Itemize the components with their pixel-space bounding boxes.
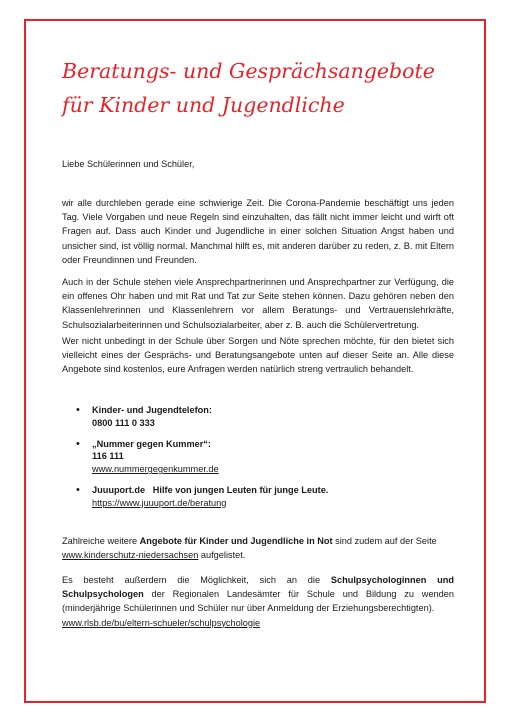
paragraph-school-psychology — [62, 573, 454, 630]
closing-bold: Angebote für Kinder und Jugendliche in Not — [139, 536, 333, 546]
offer-phone: 0800 111 0 333 — [92, 417, 155, 428]
offer-list — [76, 404, 446, 518]
closing-bold: Schulpsychologinnen und Schulpsychologen — [62, 575, 455, 600]
offer-name: • Kinder- und Jugendtelefon: — [92, 405, 212, 415]
paragraph-more-offers — [62, 534, 454, 562]
closing-text: sind zudem auf der Seite — [332, 536, 437, 546]
offer-name: Juuuport.de — [92, 484, 146, 495]
paragraph-school-contacts: Auch in der Schule stehen viele Ansprechpartnerinnen und Ansprechpartner zur Verfügung, die ein offenes Ohr haben und mit Rat und Tat zur Seite stehen können. Dazu gehören neben den Klassenlehrerinnen und Klassenlehrern vor allem Beratungs- und Vertrauenslehrkräfte, Schulsozialarbeiterinnen und Schulsozialarbeiter, aber z. B. auch die Schülervertretung. — [62, 277, 454, 330]
kinderschutz-link[interactable]: www.kinderschutz-niedersachsen — [62, 550, 199, 561]
rlsb-link[interactable]: www.rlsb.de/bu/eltern-schueler/schulpsychologie — [62, 617, 261, 628]
list-item — [76, 484, 446, 510]
offer-name: • „Nummer gegen Kummer“: — [92, 438, 211, 449]
closing-text: der Regionalen Landesämter für Schule und Bildung zu wenden (minderjährige Schülerinnen und Schüler nur über Anmeldung der Erziehungsberechtigten). — [62, 589, 454, 614]
closing-text: Zahlreiche weitere — [62, 536, 140, 546]
offer-link[interactable]: www.nummergegenkummer.de — [92, 464, 219, 475]
list-item — [76, 404, 446, 430]
offer-subtitle: Hilfe von jungen Leuten für junge Leute. — [152, 484, 329, 495]
page-title-line-2: für Kinder und Jugendliche — [62, 93, 345, 117]
offer-phone: 116 111 — [92, 451, 124, 462]
closing-text: Es besteht außerdem die Möglichkeit, sich an die — [62, 575, 331, 585]
paragraph-offers: Wer nicht unbedingt in der Schule über Sorgen und Nöte sprechen möchte, für den bietet sich vielleicht eines der Gesprächs- und Beratungsangebote unten auf dieser Seite an. Alle diese Angebote sind kostenlos, eure Anfragen werden natürlich streng vertraulich behandelt. — [62, 336, 454, 375]
list-item — [76, 438, 446, 476]
page-title-line-1: Beratungs- und Gesprächsangebote — [62, 59, 435, 83]
paragraph-intro: wir alle durchleben gerade eine schwierige Zeit. Die Corona-Pandemie beschäftigt uns jeden Tag. Viele Vorgaben und neue Regeln sind einzuhalten, das fällt nicht immer leicht und wirft oft Fragen auf. Dass auch Kinder und Jugendliche in einer solchen Situation Angst haben und unsicher sind, ist völlig normal. Manchmal hilft es, mit anderen darüber zu reden, z. B. mit Eltern oder Freundinnen und Freunden. — [62, 198, 454, 265]
greeting: Liebe Schülerinnen und Schüler, — [62, 159, 195, 169]
offer-link[interactable]: https://www.juuuport.de/beratung — [92, 497, 227, 508]
closing-text: aufgelistet. — [198, 550, 246, 561]
